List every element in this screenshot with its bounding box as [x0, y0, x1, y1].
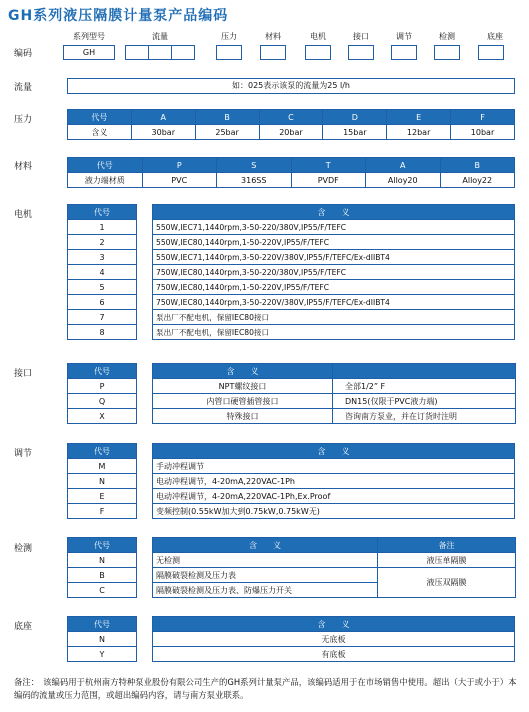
table-cell: 750W,IEC80,1440rpm,3-50-220V/380V,IP55/F/TEFC/Ex-dIIBT4 — [153, 295, 515, 310]
table-cell: P — [68, 379, 137, 394]
table-cell: X — [68, 409, 137, 424]
header-interface: 接口 — [353, 32, 369, 41]
footnote-label: 备注： — [14, 677, 40, 687]
header-series: 系列型号 — [73, 32, 105, 41]
table-cell: C — [68, 583, 137, 598]
table-cell: T — [291, 158, 366, 173]
table-row — [68, 125, 515, 140]
adjust-meaning-table — [152, 443, 515, 519]
table-cell: B — [195, 110, 259, 125]
table-cell: N — [68, 553, 137, 568]
table-cell: 无检测 — [153, 553, 378, 568]
interface-label: 接口 — [14, 369, 33, 379]
table-cell: 内管口硬管插管接口 — [153, 394, 333, 409]
table-cell: 550W,IEC80,1440rpm,1-50-220V,IP55/F/TEFC — [153, 235, 515, 250]
base-box — [478, 45, 504, 60]
table-cell: Alloy22 — [440, 173, 515, 188]
table-header: 含 义 — [153, 617, 515, 632]
adjust-label: 调节 — [14, 449, 33, 459]
table-cell: E — [68, 489, 137, 504]
table-cell: B — [68, 568, 137, 583]
page-title: GH系列液压隔膜计量泵产品编码 — [8, 8, 229, 24]
table-cell: 隔膜破裂检测及压力表 — [153, 568, 378, 583]
table-cell: 10bar — [451, 125, 515, 140]
table-cell: A — [366, 158, 441, 173]
table-cell: C — [259, 110, 323, 125]
table-cell: 电动冲程调节，4-20mA,220VAC-1Ph — [153, 474, 515, 489]
base-label: 底座 — [14, 622, 33, 632]
header-motor: 电机 — [310, 32, 326, 41]
footnote — [14, 676, 524, 702]
table-cell: 750W,IEC80,1440rpm,1-50-220V,IP55/F/TEFC — [153, 280, 515, 295]
table-cell: Alloy20 — [366, 173, 441, 188]
header-flow: 流量 — [152, 32, 168, 41]
motor-meaning-table — [152, 204, 515, 340]
table-cell: 手动冲程调节 — [153, 459, 515, 474]
table-header: 代号 — [68, 617, 137, 632]
table-header: 备注 — [378, 538, 516, 553]
table-row — [68, 173, 515, 188]
table-cell: 20bar — [259, 125, 323, 140]
table-cell: N — [68, 632, 137, 647]
table-cell: 电动冲程调节，4-20mA,220VAC-1Ph,Ex.Proof — [153, 489, 515, 504]
flow-label: 流量 — [14, 83, 33, 93]
detect-label: 检测 — [14, 544, 33, 554]
table-cell: 2 — [68, 235, 137, 250]
table-cell: 无底板 — [153, 632, 515, 647]
table-cell: 液力端材质 — [68, 173, 143, 188]
motor-code-table — [67, 204, 137, 340]
flow-description: 如：025表示该泵的流量为25 l/h — [67, 78, 515, 94]
table-cell: 316SS — [217, 173, 292, 188]
table-cell: F — [68, 504, 137, 519]
base-code-table — [67, 616, 137, 662]
table-cell: DN15(仅限于PVC液力端) — [333, 394, 516, 409]
table-cell: E — [387, 110, 451, 125]
adjust-code-table — [67, 443, 137, 519]
flow-box-1 — [125, 45, 149, 60]
table-cell: 750W,IEC80,1440rpm,3-50-220/380V,IP55/F/TEFC — [153, 265, 515, 280]
header-material: 材料 — [265, 32, 281, 41]
table-cell: P — [142, 158, 217, 173]
table-header: 含 义 — [153, 538, 378, 553]
interface-box — [348, 45, 374, 60]
motor-label: 电机 — [14, 210, 33, 220]
table-cell: 有底板 — [153, 647, 515, 662]
table-cell: 7 — [68, 310, 137, 325]
base-meaning-table — [152, 616, 515, 662]
table-header: 含 义 — [153, 364, 333, 379]
table-cell: 液压双隔膜 — [378, 568, 516, 598]
table-header: 代号 — [68, 538, 137, 553]
table-cell: 4 — [68, 265, 137, 280]
detect-code-table — [67, 537, 137, 598]
table-cell: S — [217, 158, 292, 173]
table-row — [68, 158, 515, 173]
table-cell: 泵出厂不配电机，保留IEC80接口 — [153, 310, 515, 325]
table-cell: 咨询南方泵业，并在订货时注明 — [333, 409, 516, 424]
header-pressure: 压力 — [221, 32, 237, 41]
table-cell: 代号 — [68, 158, 143, 173]
footnote-text: 该编码用于杭州南方特种泵业股份有限公司生产的GH系列计量泵产品，该编码适用于在市场销售中使用。超出（大于或小于）本编码的流量或压力范围，或超出编码内容，请与南方泵业联系。 — [14, 677, 517, 700]
table-cell: 550W,IEC71,1440rpm,3-50-220V/380V,IP55/F/TEFC/Ex-dIIBT4 — [153, 250, 515, 265]
table-cell: 泵出厂不配电机，保留IEC80接口 — [153, 325, 515, 340]
table-cell: 1 — [68, 220, 137, 235]
table-cell: PVC — [142, 173, 217, 188]
table-cell: 8 — [68, 325, 137, 340]
table-cell: 12bar — [387, 125, 451, 140]
interface-code-table — [67, 363, 137, 424]
table-cell: 代号 — [68, 110, 132, 125]
adjust-box — [391, 45, 417, 60]
header-base: 底座 — [487, 32, 503, 41]
table-cell: F — [451, 110, 515, 125]
table-cell: 30bar — [131, 125, 195, 140]
table-cell: 550W,IEC71,1440rpm,3-50-220/380V,IP55/F/TEFC — [153, 220, 515, 235]
table-cell: Y — [68, 647, 137, 662]
flow-box-2 — [148, 45, 172, 60]
table-cell: 变频控制(0.55kW加大到0.75kW,0.75kW无) — [153, 504, 515, 519]
table-cell: A — [131, 110, 195, 125]
table-cell: 全部1/2” F — [333, 379, 516, 394]
table-cell: 隔膜破裂检测及压力表、防爆压力开关 — [153, 583, 378, 598]
table-header: 代号 — [68, 364, 137, 379]
detect-box — [434, 45, 460, 60]
table-cell: NPT螺纹接口 — [153, 379, 333, 394]
table-cell: 25bar — [195, 125, 259, 140]
table-cell: 特殊接口 — [153, 409, 333, 424]
flow-box-3 — [171, 45, 195, 60]
table-header: 代号 — [68, 205, 137, 220]
table-cell: 含义 — [68, 125, 132, 140]
table-cell: B — [440, 158, 515, 173]
table-cell: 3 — [68, 250, 137, 265]
table-cell: 6 — [68, 295, 137, 310]
table-cell: 5 — [68, 280, 137, 295]
pressure-label: 压力 — [14, 115, 33, 125]
code-label: 编码 — [14, 49, 33, 59]
table-cell: PVDF — [291, 173, 366, 188]
table-header-blank — [333, 364, 516, 379]
table-header: 含 义 — [153, 205, 515, 220]
motor-box — [305, 45, 331, 60]
interface-meaning-table — [152, 363, 516, 424]
table-cell: M — [68, 459, 137, 474]
material-label: 材料 — [14, 162, 33, 172]
material-table — [67, 157, 515, 188]
table-cell: 15bar — [323, 125, 387, 140]
header-detect: 检测 — [439, 32, 455, 41]
pressure-box — [216, 45, 242, 60]
table-header: 含 义 — [153, 444, 515, 459]
material-box — [260, 45, 286, 60]
table-cell: 液压单隔膜 — [378, 553, 516, 568]
header-adjust: 调节 — [396, 32, 412, 41]
series-box: GH — [63, 45, 115, 60]
table-cell: N — [68, 474, 137, 489]
table-row — [68, 110, 515, 125]
table-cell: D — [323, 110, 387, 125]
detect-meaning-table — [152, 537, 516, 598]
table-cell: Q — [68, 394, 137, 409]
table-header: 代号 — [68, 444, 137, 459]
pressure-table — [67, 109, 515, 140]
